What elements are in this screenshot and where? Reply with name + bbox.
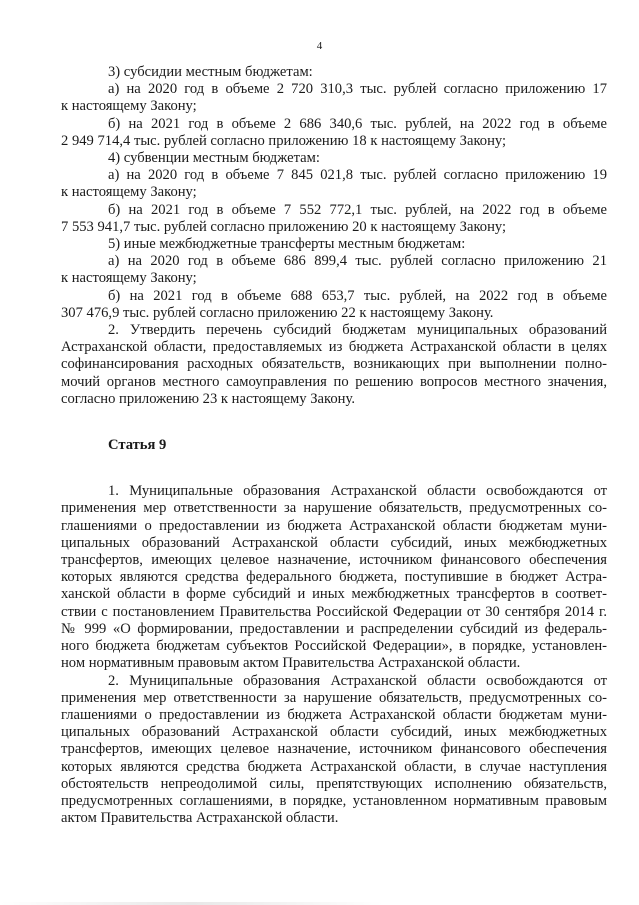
article-title: Статья 9 [108, 437, 167, 454]
text-line: 2. Муниципальные образования Астраханской области освобождаются от [108, 672, 607, 689]
text-line: ном нормативным правовым актом Правительства Астраханской области. [61, 655, 521, 672]
text-line: ного бюджета бюджетам субъектов Российской Федерации», в порядке, установлен- [61, 638, 607, 655]
text-line: глашениями о предоставлении из бюджета Астраханской области бюджетам муни- [61, 706, 607, 723]
document-body [61, 64, 607, 827]
text-line: мочий органов местного самоуправления по решению вопросов местного значения, [61, 373, 607, 390]
text-line: применения мер ответственности за нарушение обязательств, предусмотренных со- [61, 500, 607, 517]
text-line: ханской области в форме субсидий и иных межбюджетных трансфертов в соответ- [61, 586, 607, 603]
text-line: № 999 «О формировании, предоставлении и распределении субсидий из федераль- [61, 620, 607, 637]
text-line: б) на 2021 год в объеме 7 552 772,1 тыс. рублей, на 2022 год в объеме [108, 201, 607, 218]
text-line: а) на 2020 год в объеме 686 899,4 тыс. рублей согласно приложению 21 [108, 253, 607, 270]
text-line: ципальных образований Астраханской области субсидий, иных межбюджетных [61, 534, 607, 551]
text-line: 7 553 941,7 тыс. рублей согласно приложению 20 к настоящему Закону; [61, 218, 507, 235]
text-line: а) на 2020 год в объеме 7 845 021,8 тыс. рублей согласно приложению 19 [108, 167, 607, 184]
text-line: к настоящему Закону; [61, 184, 197, 201]
article-9-body [61, 483, 607, 827]
text-line: 1. Муниципальные образования Астраханской области освобождаются от [108, 483, 607, 500]
text-line: применения мер ответственности за нарушение обязательств, предусмотренных со- [61, 689, 607, 706]
text-line: которых являются средства бюджета Астраханской области, в случае наступления [61, 758, 607, 775]
budget-allocations-section [61, 64, 607, 408]
text-line: ствии с постановлением Правительства Российской Федерации от 30 сентября 2014 г. [61, 603, 607, 620]
text-line: глашениями о предоставлении из бюджета Астраханской области бюджетам муни- [61, 517, 607, 534]
text-line: 5) иные межбюджетные трансферты местным бюджетам: [108, 236, 466, 253]
text-line: трансфертов, имеющих целевое назначение, источником финансового обеспечения [61, 552, 607, 569]
text-line: трансфертов, имеющих целевое назначение, источником финансового обеспечения [61, 741, 607, 758]
text-line: к настоящему Закону; [61, 270, 197, 287]
page-number: 4 [316, 40, 323, 52]
text-line: 2 949 714,4 тыс. рублей согласно приложению 18 к настоящему Закону; [61, 132, 507, 149]
text-line: 307 476,9 тыс. рублей согласно приложению 22 к настоящему Закону. [61, 304, 494, 321]
text-line: предусмотренных соглашениями, в порядке, установленном нормативным правовым [61, 792, 607, 809]
text-line: Астраханской области, предоставляемых из бюджета Астраханской области в целях [61, 339, 607, 356]
text-line: актом Правительства Астраханской области. [61, 810, 339, 827]
text-line: 4) субвенции местным бюджетам: [108, 150, 320, 167]
text-line: ципальных образований Астраханской области субсидий, иных межбюджетных [61, 724, 607, 741]
text-line: софинансирования расходных обязательств, возникающих при выполнении полно- [61, 356, 607, 373]
text-line: 2. Утвердить перечень субсидий бюджетам муниципальных образований [108, 322, 607, 339]
text-line: 3) субсидии местным бюджетам: [108, 64, 313, 80]
text-line: б) на 2021 год в объеме 2 686 340,6 тыс. рублей, на 2022 год в объеме [108, 115, 607, 132]
text-line: а) на 2020 год в объеме 2 720 310,3 тыс. рублей согласно приложению 17 [108, 81, 607, 98]
text-line: согласно приложению 23 к настоящему Закону. [61, 390, 355, 407]
text-line: к настоящему Закону; [61, 98, 197, 115]
text-line: б) на 2021 год в объеме 688 653,7 тыс. рублей, на 2022 год в объеме [108, 287, 607, 304]
text-line: которых являются средства федерального бюджета, поступившие в бюджет Астра- [61, 569, 607, 586]
text-line: обстоятельств непреодолимой силы, препятствующих исполнению обязательств, [61, 775, 607, 792]
